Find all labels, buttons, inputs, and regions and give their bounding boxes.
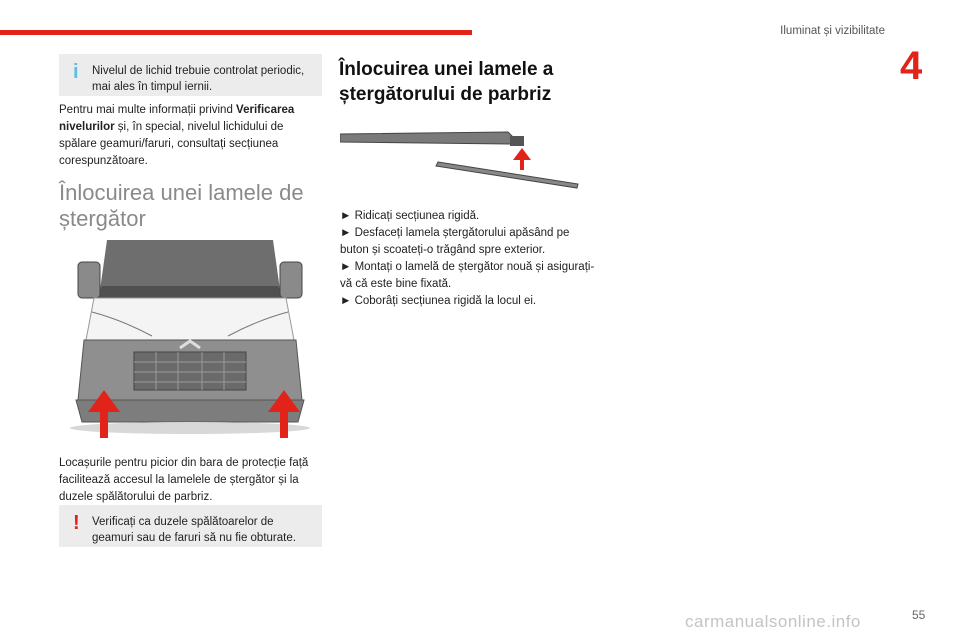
step-item: ► Montați o lamelă de ștergător nouă și asigurați-vă că este bine fixată.: [340, 261, 595, 290]
section-heading-wiper-blade: Înlocuirea unei lamele de ștergător: [59, 180, 304, 231]
top-accent-bar: [0, 30, 472, 35]
warning-note-text: Verificați ca duzele spălătoarelor de geamuri sau de faruri să nu fie obturate.: [92, 516, 296, 544]
page-number: 55: [912, 608, 926, 622]
info-icon: i: [73, 61, 79, 83]
steps-list: [340, 208, 595, 310]
info-note-text: Nivelul de lichid trebuie controlat periodic, mai ales în timpul iernii.: [92, 65, 305, 93]
levels-paragraph: Pentru mai multe informații privind Verificarea nivelurilor și, în special, nivelul lichidului de spălare geamuri/faruri, consultați secțiunea corespunzătoare.: [59, 104, 295, 167]
info-note: [59, 54, 322, 96]
warning-note: [59, 505, 322, 547]
levels-link-text: Verificarea nivelurilor: [59, 104, 295, 133]
section-title: Iluminat și vizibilitate: [780, 25, 885, 37]
footrest-paragraph: Locașurile pentru picior din bara de protecție față facilitează accesul la lamelele de ștergător și la duzele spălătorului de parbriz.: [59, 457, 309, 503]
step-item: ► Desfaceți lamela ștergătorului apăsând pe buton și scoateți-o trăgând spre exterior.: [340, 227, 570, 256]
warning-exclamation-icon: !: [73, 512, 80, 534]
van-front-illustration: [62, 240, 318, 440]
step-item: ► Ridicați secțiunea rigidă.: [340, 210, 480, 222]
section-heading-wiper-arm: Înlocuirea unei lamele a ștergătorului de parbriz: [339, 59, 554, 105]
step-item: ► Coborâți secțiunea rigidă la locul ei.: [340, 295, 537, 307]
wiper-blade-illustration: [340, 122, 585, 192]
watermark-text: carmanualsonline.info: [685, 612, 861, 631]
chapter-number: 4: [900, 44, 923, 88]
